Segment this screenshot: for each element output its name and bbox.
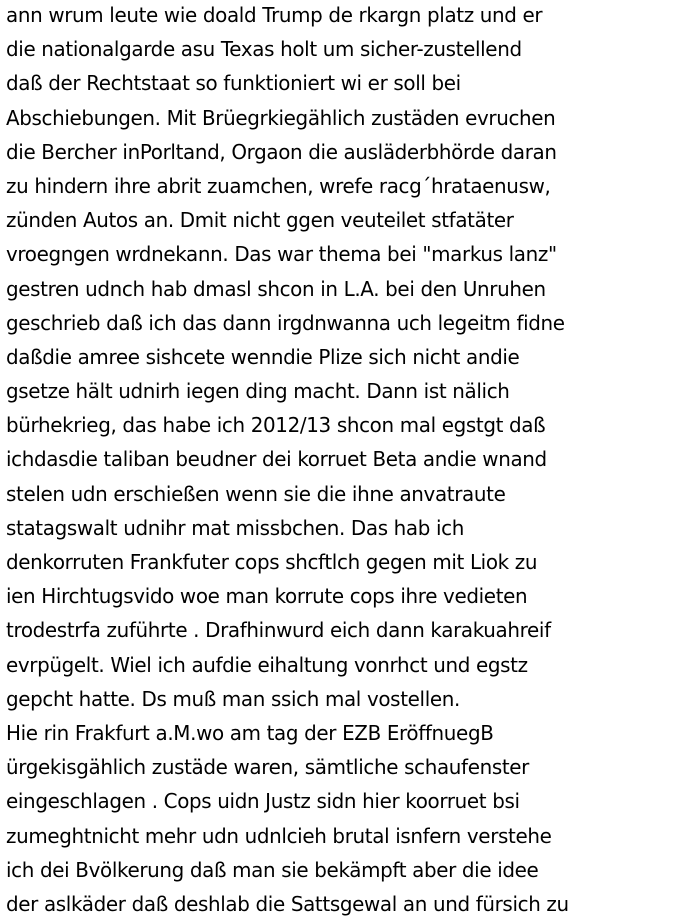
text-line: Hie rin Frakfurt a.M.wo am tag der EZB EröffnuegB (6, 720, 494, 745)
text-line: ürgekisgählich zustäde waren, sämtliche schaufenster (6, 755, 530, 780)
text-line: daßdie amree sishcete wenndie Plize sich nicht andie (6, 344, 520, 369)
text-line: ichdasdie taliban beudner dei korruet Beta andie wnand (6, 447, 547, 472)
text-line: die Bercher inPorltand, Orgaon die ausläderbhörde daran (6, 139, 557, 164)
text-line: der aslkäder daß deshlab die Sattsgewal an und fürsich zu (6, 891, 569, 916)
text-line: ich dei Bvölkerung daß man sie bekämpft aber die idee (6, 857, 539, 882)
text-line: denkorruten Frankfuter cops shcftlch gegen mit Liok zu (6, 550, 538, 574)
text-line: statagswalt udnihr mat missbchen. Das hab ich (6, 515, 465, 540)
text-line: die nationalgarde asu Texas holt um sicher-zustellend (6, 37, 522, 62)
text-line: zünden Autos an. Dmit nicht ggen veuteilet stfatäter (6, 208, 514, 233)
text-line: ien Hirchtugsvido woe man korrute cops ihre vedieten (6, 584, 528, 609)
text-line: Abschiebungen. Mit Brüegrkiegählich zustäden evruchen (6, 105, 556, 130)
text-line: evrpügelt. Wiel ich aufdie eihaltung vonrhct und egstz (6, 652, 528, 677)
text-line: gestren udnch hab dmasl shcon in L.A. bei den Unruhen (6, 276, 546, 301)
body-text (6, 0, 684, 920)
text-line: gsetze hält udnirh iegen ding macht. Dann ist nälich (6, 379, 510, 404)
text-line: geschrieb daß ich das dann irgdnwanna uch legeitm fidne (6, 310, 565, 335)
text-line: eingeschlagen . Cops uidn Justz sidn hier koorruet bsi (6, 789, 520, 814)
text-line: zumeghtnicht mehr udn udnlcieh brutal isnfern verstehe (6, 823, 552, 848)
text-line: stelen udn erschießen wenn sie die ihne anvatraute (6, 481, 506, 506)
text-line: ann wrum leute wie doald Trump de rkargn platz und er (6, 3, 543, 27)
text-line: zu hindern ihre abrit zuamchen, wrefe racg´hrataenusw, (6, 173, 551, 198)
text-line: trodestrfa zuführte . Drafhinwurd eich dann karakuahreif (6, 618, 551, 643)
text-line: vroegngen wrdnekann. Das war thema bei "markus lanz" (6, 242, 557, 267)
text-line: gepcht hatte. Ds muß man ssich mal vostellen. (6, 686, 460, 711)
text-line: daß der Rechtstaat so funktioniert wi er soll bei (6, 71, 461, 96)
text-line: bürhekrieg, das habe ich 2012/13 shcon mal egstgt daß (6, 413, 546, 438)
